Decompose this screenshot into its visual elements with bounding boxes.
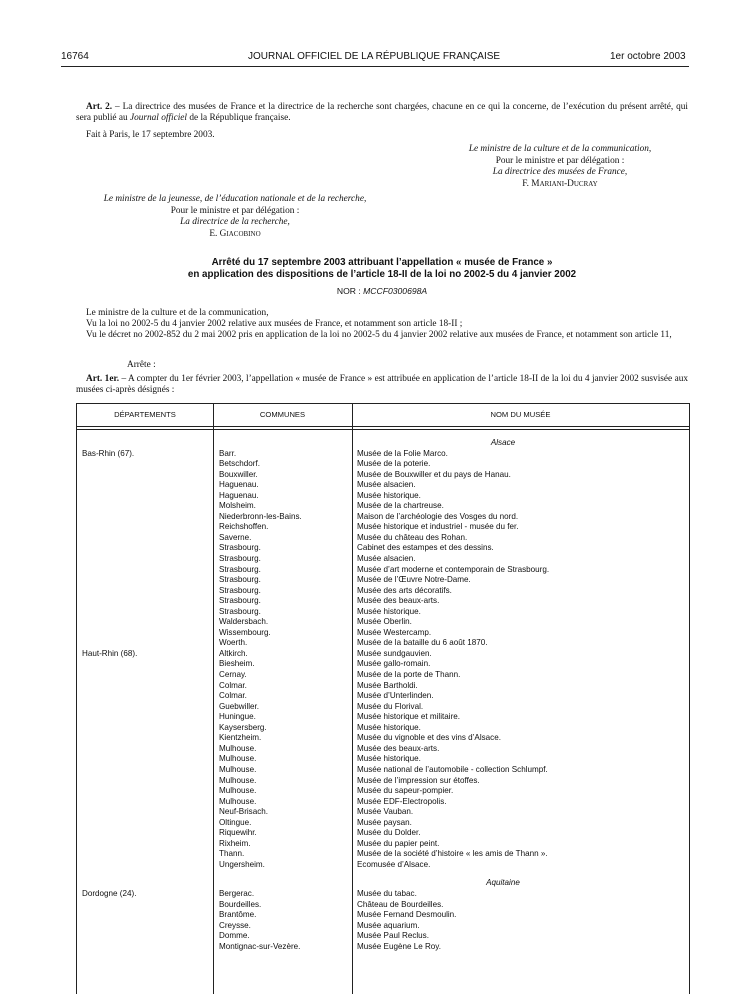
museum-cell: Musée Westercamp.	[357, 627, 432, 637]
arrete-title-line1: Arrêté du 17 septembre 2003 attribuant l’appellation « musée de France »	[211, 257, 553, 268]
museum-cell: Cabinet des estampes et des dessins.	[357, 543, 494, 553]
museum-cell: Musée d’art moderne et contemporain de Strasbourg.	[357, 564, 550, 574]
table-row	[77, 449, 689, 460]
museum-cell: Musée sundgauvien.	[357, 648, 432, 658]
signature-recherche-name: E. Giacobino	[209, 228, 261, 239]
commune-cell: Thann.	[219, 849, 245, 859]
museum-cell: Musée du papier peint.	[357, 838, 440, 848]
nor-label: NOR :	[336, 286, 364, 296]
article-2	[76, 102, 688, 124]
table-row	[77, 807, 689, 818]
commune-cell: Mulhouse.	[219, 754, 257, 764]
table-row	[77, 617, 689, 628]
table-row	[77, 691, 689, 702]
table-row	[77, 910, 689, 921]
commune-cell: Bourdeilles.	[219, 899, 262, 909]
nor-value: MCCF0300698A	[363, 286, 428, 296]
table-row	[77, 797, 689, 808]
signature-culture-line3: La directrice des musées de France,	[492, 167, 628, 177]
table-row	[77, 575, 689, 586]
table-row	[77, 670, 689, 681]
commune-cell: Wissembourg.	[219, 627, 271, 637]
commune-cell: Mulhouse.	[219, 743, 257, 753]
museum-cell: Musée du Florival.	[357, 701, 424, 711]
museum-cell: Musée de l’impression sur étoffes.	[357, 775, 480, 785]
commune-cell: Rixheim.	[219, 838, 251, 848]
table-row	[77, 900, 689, 911]
header-departements: DÉPARTEMENTS	[114, 410, 176, 419]
museum-cell: Musée de Bouxwiller et du pays de Hanau.	[357, 469, 511, 479]
museum-cell: Musée historique.	[357, 754, 421, 764]
region-label: Aquitaine	[486, 878, 520, 888]
table-row	[77, 702, 689, 713]
table-row	[77, 565, 689, 576]
table-row	[77, 480, 689, 491]
department-cell: Haut-Rhin (68).	[82, 648, 138, 658]
article-1	[76, 374, 688, 396]
commune-cell: Haguenau.	[219, 490, 259, 500]
table-row	[77, 818, 689, 829]
museum-cell: Musée des arts décoratifs.	[357, 585, 452, 595]
region-row	[77, 878, 689, 889]
department-cell: Bas-Rhin (67).	[82, 448, 135, 458]
page-number: 16764	[61, 51, 89, 62]
region-row	[77, 438, 689, 449]
commune-cell: Strasbourg.	[219, 606, 261, 616]
table-row	[77, 586, 689, 597]
commune-cell: Altkirch.	[219, 648, 248, 658]
table-row	[77, 522, 689, 533]
museum-cell: Château de Bourdeilles.	[357, 899, 444, 909]
commune-cell: Brantôme.	[219, 910, 257, 920]
museum-cell: Musée de la société d’histoire « les amis de Thann ».	[357, 849, 548, 859]
header-rule	[77, 426, 689, 427]
table-row	[77, 828, 689, 839]
table-row	[77, 733, 689, 744]
museums-table	[76, 403, 690, 994]
header-date: 1er octobre 2003	[610, 51, 686, 62]
commune-cell: Bergerac.	[219, 888, 255, 898]
article-2-label: Art. 2.	[86, 102, 113, 112]
museum-cell: Musée du tabac.	[357, 888, 417, 898]
header-communes: COMMUNES	[259, 410, 306, 419]
region-label: Alsace	[490, 438, 516, 447]
commune-cell: Molsheim.	[219, 501, 256, 511]
museum-cell: Musée de la Folie Marco.	[357, 448, 448, 458]
table-row	[77, 921, 689, 932]
museum-cell: Musée gallo-romain.	[357, 659, 431, 669]
museum-cell: Musée alsacien.	[357, 554, 416, 564]
commune-cell: Mulhouse.	[219, 796, 257, 806]
table-row	[77, 860, 689, 871]
museum-cell: Musée Paul Reclus.	[357, 931, 429, 941]
signature-culture-line2: Pour le ministre et par délégation :	[495, 155, 625, 166]
table-row	[77, 512, 689, 523]
commune-cell: Mulhouse.	[219, 775, 257, 785]
table-row	[77, 491, 689, 502]
preamble-arrete: Arrête :	[127, 360, 156, 370]
museum-cell: Musée d’Unterlinden.	[357, 691, 434, 701]
signature-culture-line1: Le ministre de la culture et de la communication,	[468, 144, 652, 154]
article-1-text: – A compter du 1er février 2003, l’appellation « musée de France » est attribuée en application de l’article 18-II de la loi du 4 janvier 2002 susvisée aux musées ci-après désignés :	[76, 374, 688, 395]
commune-cell: Niederbronn-les-Bains.	[219, 511, 302, 521]
table-row	[77, 638, 689, 649]
museum-cell: Musée EDF-Electropolis.	[357, 796, 447, 806]
commune-cell: Montignac-sur-Vezère.	[219, 941, 301, 951]
museum-cell: Musée Eugène Le Roy.	[357, 941, 441, 951]
museum-cell: Ecomusée d’Alsace.	[357, 859, 431, 869]
signature-culture-name: F. Mariani-Ducray	[522, 178, 598, 189]
department-cell: Dordogne (24).	[82, 888, 137, 898]
table-row	[77, 931, 689, 942]
commune-cell: Strasbourg.	[219, 575, 261, 585]
table-row	[77, 501, 689, 512]
commune-cell: Biesheim.	[219, 659, 255, 669]
table-row	[77, 942, 689, 953]
commune-cell: Haguenau.	[219, 480, 259, 490]
header-nom-du-musee: NOM DU MUSÉE	[490, 410, 551, 419]
table-row	[77, 786, 689, 797]
museum-cell: Musée du château des Rohan.	[357, 532, 468, 542]
museum-cell: Musée du sapeur-pompier.	[357, 786, 454, 796]
table-row	[77, 744, 689, 755]
preamble-vu-loi: Vu la loi no 2002-5 du 4 janvier 2002 relative aux musées de France, et notamment son article 18-II ;	[86, 319, 463, 329]
museum-cell: Musée Oberlin.	[357, 617, 412, 627]
commune-cell: Riquewihr.	[219, 828, 257, 838]
commune-cell: Oltingue.	[219, 817, 252, 827]
commune-cell: Guebwiller.	[219, 701, 260, 711]
table-row	[77, 776, 689, 787]
commune-cell: Woerth.	[219, 638, 248, 648]
arrete-title-line2: en application des dispositions de l’article 18-II de la loi no 2002-5 du 4 janvier 2002	[187, 269, 577, 280]
preamble-vu-decret: Vu le décret no 2002-852 du 2 mai 2002 pris en application de la loi no 2002-5 du 4 janvier 2002 relative aux musées de France, et notamment son article 11,	[86, 330, 672, 340]
table-row	[77, 712, 689, 723]
signature-recherche-line2: Pour le ministre et par délégation :	[170, 205, 300, 216]
journal-name: Journal officiel	[129, 113, 188, 123]
nor-reference	[76, 286, 688, 296]
commune-cell: Colmar.	[219, 691, 247, 701]
commune-cell: Huningue.	[219, 712, 256, 722]
table-row	[77, 889, 689, 900]
table-row	[77, 681, 689, 692]
commune-cell: Colmar.	[219, 680, 247, 690]
table-body	[77, 438, 689, 952]
article-2-text: – La directrice des musées de France et la directrice de la recherche sont chargées, chacune en ce qui la concerne, de l’exécution du présent arrêté, qui sera publié au	[76, 102, 688, 123]
table-row	[77, 470, 689, 481]
table-row	[77, 628, 689, 639]
table-row	[77, 723, 689, 734]
commune-cell: Kaysersberg.	[219, 722, 267, 732]
table-row	[77, 596, 689, 607]
table-row	[77, 649, 689, 660]
commune-cell: Mulhouse.	[219, 764, 257, 774]
table-row	[77, 754, 689, 765]
museum-cell: Musée Vauban.	[357, 807, 414, 817]
arrete-title	[76, 257, 688, 281]
commune-cell: Waldersbach.	[219, 617, 269, 627]
table-row	[77, 533, 689, 544]
museum-cell: Maison de l’archéologie des Vosges du nord.	[357, 511, 519, 521]
commune-cell: Strasbourg.	[219, 554, 261, 564]
table-row	[77, 554, 689, 565]
signature-recherche	[76, 194, 394, 240]
table-row	[77, 543, 689, 554]
fait-a-paris: Fait à Paris, le 17 septembre 2003.	[86, 130, 215, 140]
museum-cell: Musée du vignoble et des vins d’Alsace.	[357, 733, 501, 743]
table-row	[77, 659, 689, 670]
museum-cell: Musée historique.	[357, 606, 421, 616]
museum-cell: Musée de la bataille du 6 août 1870.	[357, 638, 488, 648]
museum-cell: Musée de la poterie.	[357, 459, 431, 469]
commune-cell: Mulhouse.	[219, 786, 257, 796]
museum-cell: Musée national de l’automobile - collection Schlumpf.	[357, 764, 548, 774]
commune-cell: Ungersheim.	[219, 859, 265, 869]
museum-cell: Musée des beaux-arts.	[357, 743, 440, 753]
table-row	[77, 849, 689, 860]
commune-cell: Domme.	[219, 931, 250, 941]
signature-culture	[440, 144, 680, 190]
header-rule	[77, 429, 689, 430]
commune-cell: Bouxwiller.	[219, 469, 258, 479]
signature-recherche-line1: Le ministre de la jeunesse, de l’éducation nationale et de la recherche,	[103, 194, 367, 204]
commune-cell: Strasbourg.	[219, 596, 261, 606]
museum-cell: Musée historique et industriel - musée du fer.	[357, 522, 519, 532]
commune-cell: Creysse.	[219, 920, 251, 930]
commune-cell: Barr.	[219, 448, 237, 458]
museum-cell: Musée Fernand Desmoulin.	[357, 910, 457, 920]
commune-cell: Strasbourg.	[219, 564, 261, 574]
table-row	[77, 459, 689, 470]
commune-cell: Kientzheim.	[219, 733, 262, 743]
commune-cell: Strasbourg.	[219, 585, 261, 595]
commune-cell: Saverne.	[219, 532, 252, 542]
museum-cell: Musée historique et militaire.	[357, 712, 461, 722]
signature-recherche-line3: La directrice de la recherche,	[180, 217, 290, 227]
header-rule	[61, 66, 689, 67]
museum-cell: Musée de la chartreuse.	[357, 501, 444, 511]
commune-cell: Strasbourg.	[219, 543, 261, 553]
commune-cell: Betschdorf.	[219, 459, 260, 469]
table-row	[77, 765, 689, 776]
museum-cell: Musée historique.	[357, 722, 421, 732]
commune-cell: Cernay.	[219, 670, 247, 680]
museum-cell: Musée historique.	[357, 490, 421, 500]
article-1-label: Art. 1er.	[86, 374, 120, 384]
article-2-text-end: de la République française.	[187, 113, 291, 123]
commune-cell: Neuf-Brisach.	[219, 807, 269, 817]
table-row	[77, 607, 689, 618]
preamble-minister: Le ministre de la culture et de la communication,	[86, 308, 269, 318]
museum-cell: Musée de la porte de Thann.	[357, 670, 461, 680]
museum-cell: Musée aquarium.	[357, 920, 420, 930]
museum-cell: Musée des beaux-arts.	[357, 596, 440, 606]
commune-cell: Reichshoffen.	[219, 522, 269, 532]
museum-cell: Musée du Dolder.	[357, 828, 421, 838]
museum-cell: Musée Bartholdi.	[357, 680, 418, 690]
museum-cell: Musée alsacien.	[357, 480, 416, 490]
journal-title: JOURNAL OFFICIEL DE LA RÉPUBLIQUE FRANÇAISE	[248, 51, 501, 62]
museum-cell: Musée de l’Œuvre Notre-Dame.	[357, 575, 471, 585]
table-row	[77, 839, 689, 850]
museum-cell: Musée paysan.	[357, 817, 412, 827]
